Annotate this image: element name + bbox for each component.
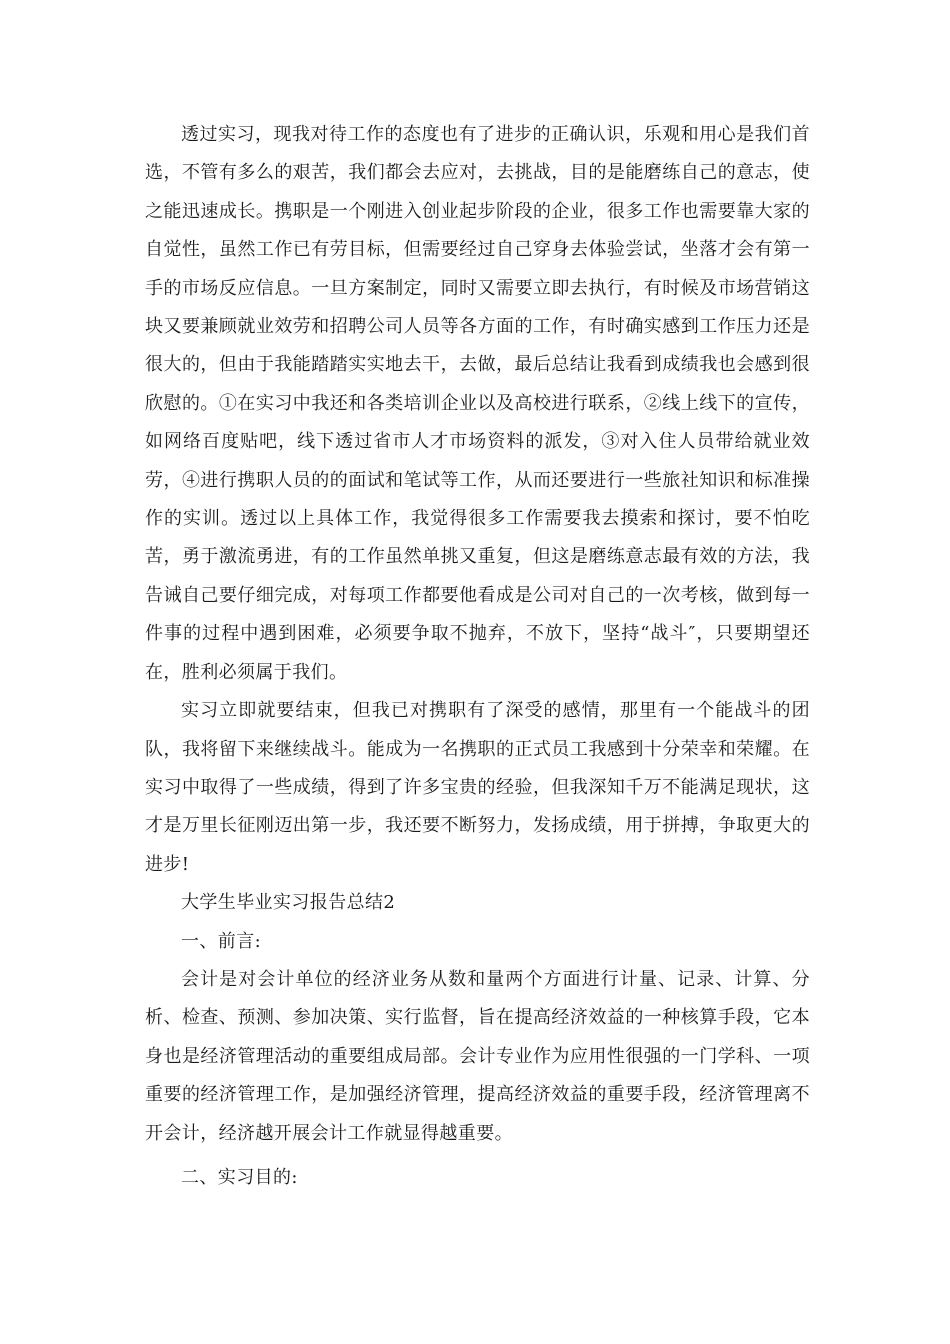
heading-purpose: 二、实习目的: xyxy=(181,1166,298,1188)
document-page xyxy=(145,116,810,1197)
body-paragraph: 透过实习，现我对待工作的态度也有了进步的正确认识，乐观和用心是我们首选，不管有多么的艰苦，我们都会去应对，去挑战，目的是能磨练自己的意志，使之能迅速成长。携职是一个刚进入创业起步阶段的企业，很多工作也需要靠大家的自觉性，虽然工作已有劳目标，但需要经过自己穿身去体验尝试，坐落才会有第一手的市场反应信息。一旦方案制定，同时又需要立即去执行，有时候及市场营销这块又要兼顾就业效劳和招聘公司人员等各方面的工作，有时确实感到工作压力还是很大的，但由于我能踏踏实实地去干，去做，最后总结让我看到成绩我也会感到很欣慰的。①在实习中我还和各类培训企业以及高校进行联系，②线上线下的宣传，如网络百度贴吧，线下透过省市人才市场资料的派发，③对入住人员带给就业效劳，④进行携职人员的的面试和笔试等工作，从而还要进行一些旅社知识和标准操作的实训。透过以上具体工作，我觉得很多工作需要我去摸索和探讨，要不怕吃苦，勇于激流勇进，有的工作虽然单挑又重复，但这是磨练意志最有效的方法，我告诫自己要仔细完成，对每项工作都要他看成是公司对自己的一次考核，做到每一件事的过程中遇到困难，必须要争取不抛弃，不放下，坚持“战斗″，只要期望还在，胜利必须属于我们。 xyxy=(145,124,810,683)
body-paragraph: 实习立即就要结束，但我已对携职有了深受的感情，那里有一个能战斗的团队，我将留下来继续战斗。能成为一名携职的正式员工我感到十分荣幸和荣耀。在实习中取得了一些成绩，得到了许多宝贵的经验，但我深知千万不能满足现状，这才是万里长征刚迈出第一步，我还要不断努力，发扬成绩，用于拼搏，争取更大的进步! xyxy=(145,700,810,875)
heading-preface: 一、前言: xyxy=(181,930,262,952)
body-paragraph: 会计是对会计单位的经济业务从数和量两个方面进行计量、记录、计算、分析、检查、预测、参加决策、实行监督，旨在提高经济效益的一种核算手段，它本身也是经济管理活动的重要组成局部。会计专业作为应用性很强的一门学科、一项重要的经济管理工作，是加强经济管理，提高经济效益的重要手段，经济管理离不开会计，经济越开展会计工作就显得越重要。 xyxy=(145,968,810,1144)
section-title: 大学生毕业实习报告总结2 xyxy=(181,892,396,914)
